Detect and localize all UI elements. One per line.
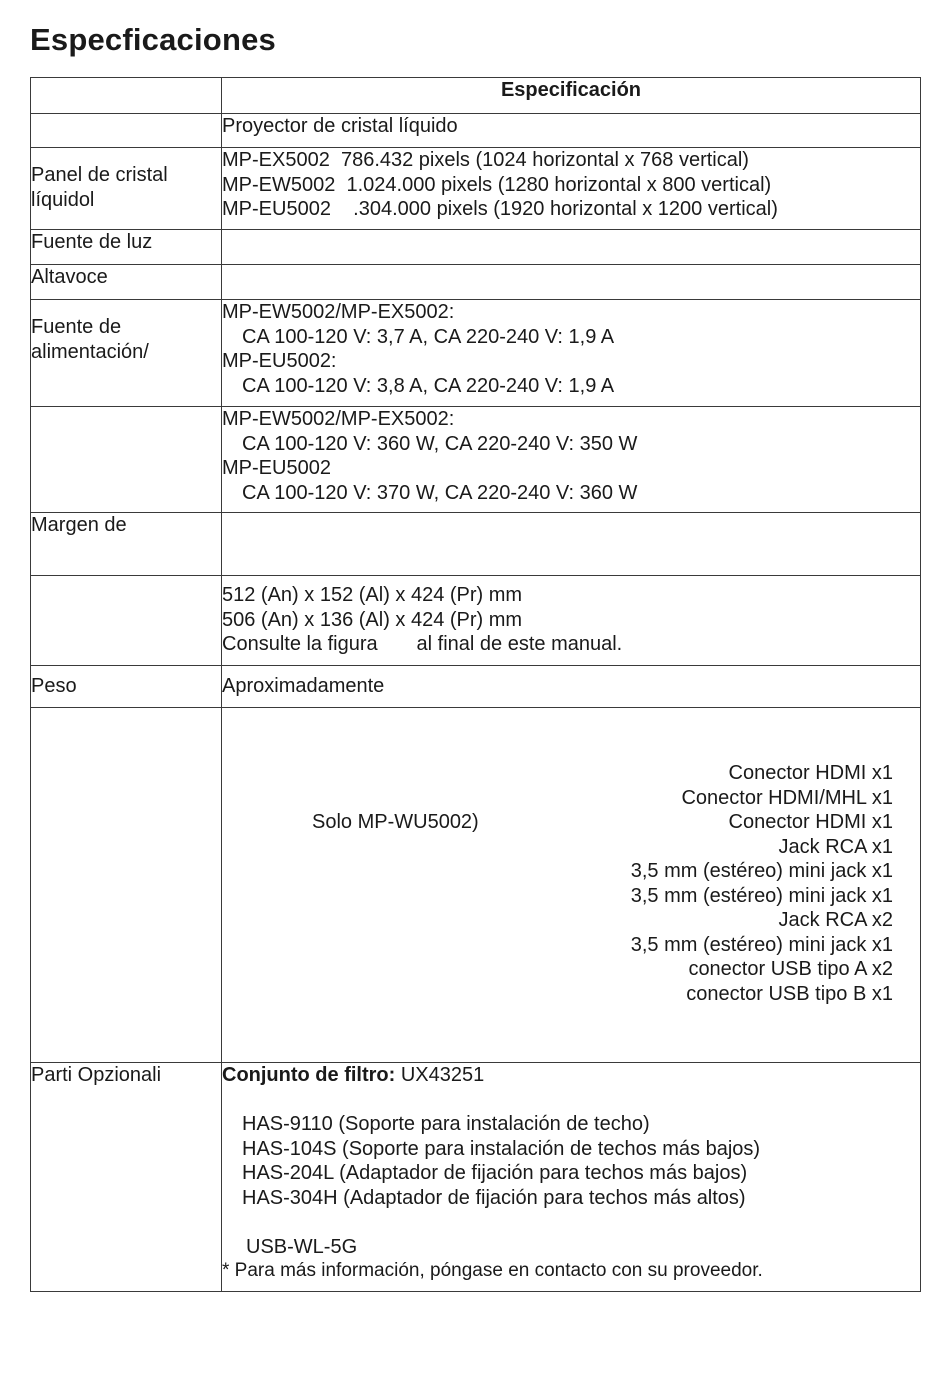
table-header-row <box>31 78 921 114</box>
row-label <box>31 114 222 148</box>
value-line: Proyector de cristal líquido <box>222 115 458 137</box>
row-label: Fuente de luz <box>31 230 222 265</box>
list-item: 3,5 mm (estéreo) mini jack x1 <box>630 860 893 882</box>
value-line: MP-EU5002 .304.000 pixels (1920 horizontal x 1200 vertical) <box>222 198 778 220</box>
ports-list <box>631 761 893 1006</box>
value-line: CA 100-120 V: 370 W, CA 220-240 V: 360 W <box>242 481 638 504</box>
list-item: Conector HDMI/MHL x1 <box>681 786 893 809</box>
list-item: 3,5 mm (estéreo) mini jack x1 <box>630 884 893 907</box>
value-line: MP-EX5002 786.432 pixels (1024 horizontal x 768 vertical) <box>222 149 749 171</box>
value-line: Consulte la figura al final de este manual. <box>222 633 623 655</box>
row-value <box>222 666 921 708</box>
row-label <box>31 576 222 666</box>
row-label: Margen de <box>31 513 222 576</box>
list-item: conector USB tipo A x2 <box>688 958 893 980</box>
value-line: CA 100-120 V: 360 W, CA 220-240 V: 350 W <box>242 432 638 455</box>
table-row <box>31 265 921 300</box>
mount-item: HAS-9110 (Soporte para instalación de techo) <box>242 1113 650 1135</box>
mount-item: HAS-304H (Adaptador de fijación para techos más altos) <box>242 1186 746 1209</box>
value-line: MP-EU5002: <box>222 350 337 372</box>
spacer-line <box>222 1088 920 1113</box>
value-line: 506 (An) x 136 (Al) x 424 (Pr) mm <box>222 608 523 631</box>
row-label: Fuente de alimentación/ <box>31 300 222 407</box>
table-row <box>31 230 921 265</box>
row-label <box>31 708 222 1063</box>
table-row <box>31 407 921 513</box>
row-label <box>31 407 222 513</box>
table-row <box>31 148 921 230</box>
options-row <box>31 1063 921 1292</box>
filter-value: UX43251 <box>395 1064 485 1086</box>
row-value <box>222 513 921 576</box>
value-line: MP-EW5002 1.024.000 pixels (1280 horizontal x 800 vertical) <box>222 173 772 196</box>
ports-row <box>31 708 921 1063</box>
list-item: Conector HDMI x1 <box>728 811 893 833</box>
spacer-line <box>222 1210 920 1235</box>
value-line: MP-EU5002 <box>222 457 331 479</box>
ports-note: Solo MP-WU5002) <box>312 811 479 833</box>
mount-item: HAS-104S (Soporte para instalación de techos más bajos) <box>242 1137 761 1160</box>
value-line: CA 100-120 V: 3,7 A, CA 220-240 V: 1,9 A <box>242 325 615 348</box>
row-label: Panel de cristal líquidol <box>31 148 222 230</box>
value-line: 512 (An) x 152 (Al) x 424 (Pr) mm <box>222 584 523 606</box>
list-item: conector USB tipo B x1 <box>686 982 893 1005</box>
ports-value <box>222 708 921 1063</box>
options-value <box>222 1063 921 1292</box>
row-value <box>222 265 921 300</box>
row-value <box>222 576 921 666</box>
table-row <box>31 513 921 576</box>
table-row <box>31 666 921 708</box>
row-label: Parti Opzionali <box>31 1063 222 1292</box>
filter-line <box>222 1063 920 1088</box>
value-line: CA 100-120 V: 3,8 A, CA 220-240 V: 1,9 A <box>242 374 615 397</box>
usb-item: USB-WL-5G <box>246 1235 358 1258</box>
list-item: Conector HDMI x1 <box>728 762 893 784</box>
page-title: Especficaciones <box>30 22 276 57</box>
table-row <box>31 576 921 666</box>
value-line: Aproximadamente <box>222 675 385 697</box>
mount-item: HAS-204L (Adaptador de fijación para techos más bajos) <box>242 1162 748 1184</box>
header-cell-item <box>31 78 222 114</box>
row-label: Altavoce <box>31 265 222 300</box>
value-line: MP-EW5002/MP-EX5002: <box>222 301 455 323</box>
spec-table <box>30 77 921 1292</box>
row-value <box>222 114 921 148</box>
row-value <box>222 230 921 265</box>
list-item: Jack RCA x2 <box>778 909 893 931</box>
table-row <box>31 300 921 407</box>
footnote: * Para más información, póngase en contacto con su proveedor. <box>222 1260 763 1281</box>
list-item: Jack RCA x1 <box>778 835 893 858</box>
row-value <box>222 407 921 513</box>
header-cell-spec: Especificación <box>222 78 921 114</box>
row-value <box>222 300 921 407</box>
row-label: Peso <box>31 666 222 708</box>
list-item: 3,5 mm (estéreo) mini jack x1 <box>630 933 893 956</box>
row-value <box>222 148 921 230</box>
value-line: MP-EW5002/MP-EX5002: <box>222 408 455 430</box>
filter-label: Conjunto de filtro: <box>222 1064 396 1086</box>
table-row <box>31 114 921 148</box>
